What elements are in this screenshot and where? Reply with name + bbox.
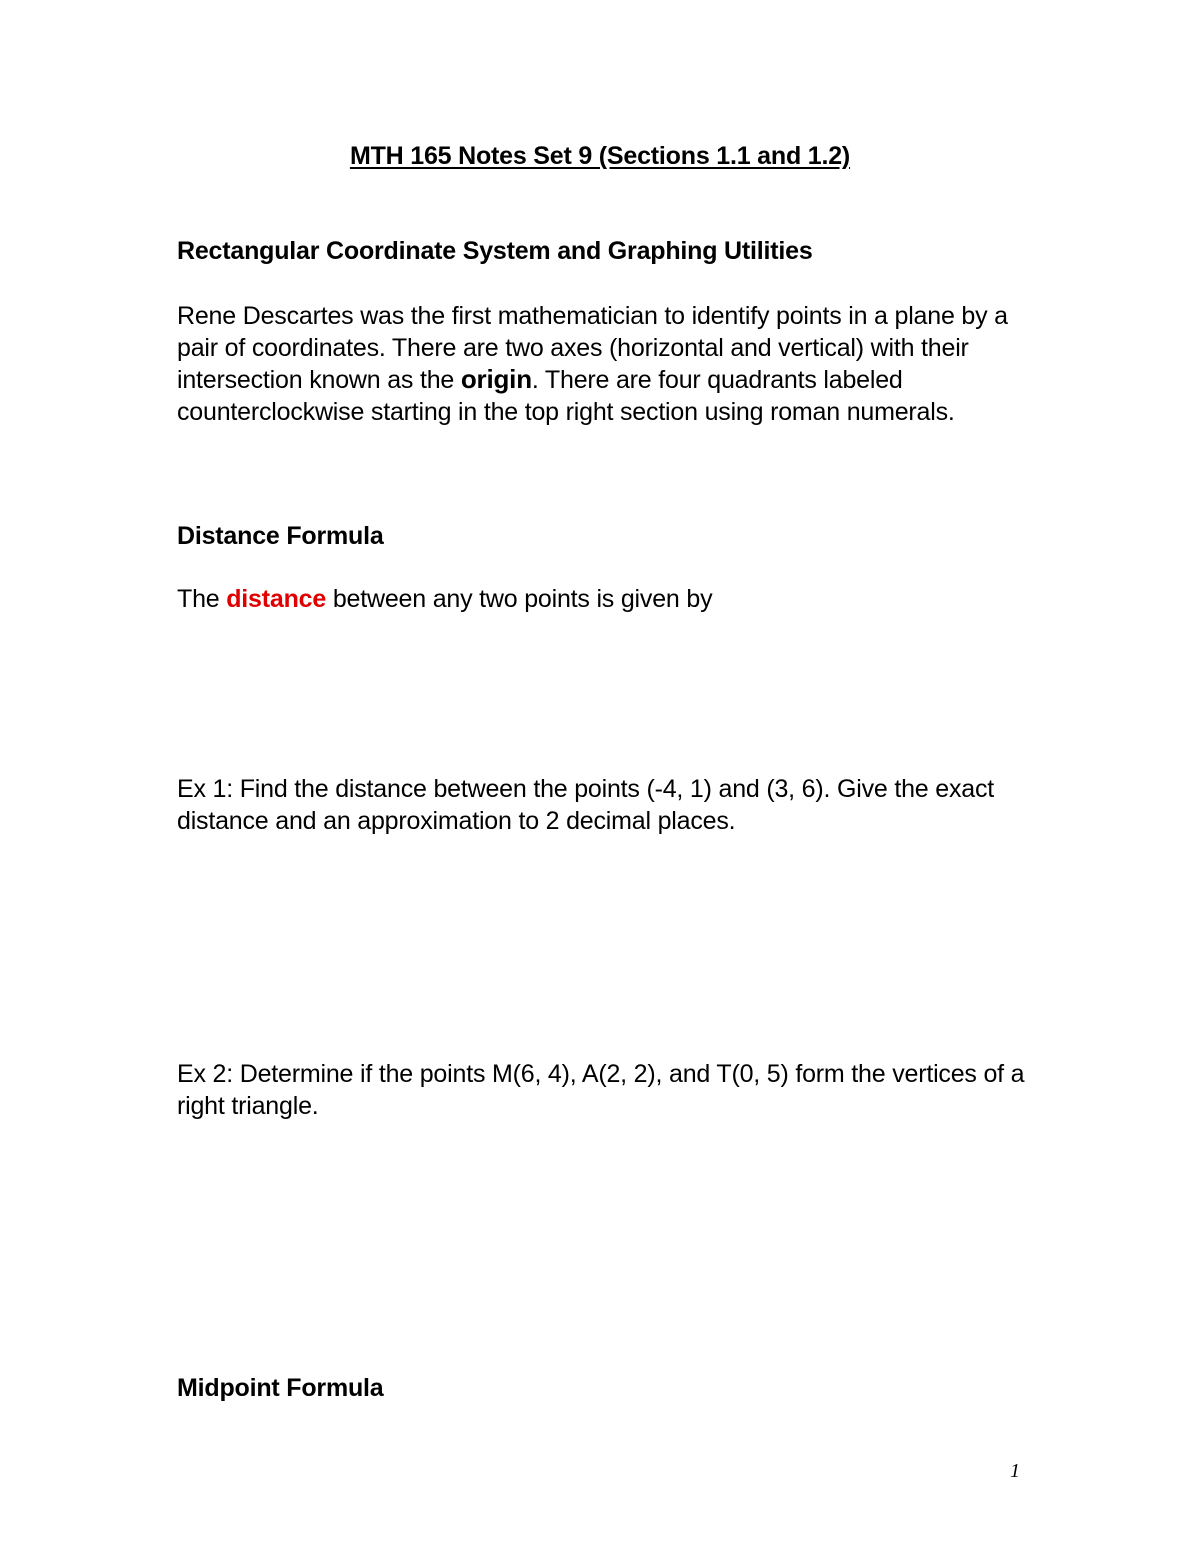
section-heading-distance: Distance Formula <box>177 522 384 550</box>
keyword-distance: distance <box>226 585 327 613</box>
example-1: Ex 1: Find the distance between the points (-4, 1) and (3, 6). Give the exact distance and an approximation to 2 decimal places. <box>177 775 994 835</box>
keyword-origin: origin <box>460 364 532 394</box>
rectangular-paragraph <box>177 301 1037 428</box>
distance-intro-text-1: The <box>177 585 227 613</box>
page-number: 1 <box>1010 1460 1020 1482</box>
distance-intro-text-2: between any two points is given by <box>326 585 713 613</box>
page-title: MTH 165 Notes Set 9 (Sections 1.1 and 1.2) <box>349 142 851 170</box>
example-2: Ex 2: Determine if the points M(6, 4), A(2, 2), and T(0, 5) form the vertices of a right triangle. <box>177 1060 1025 1120</box>
rectangular-paragraph-text-1: Rene Descartes was the first mathematician to identify points in a plane by a pair of coordinates. There are two axes (horizontal and vertical) with their intersection known as the <box>177 302 1008 394</box>
section-heading-midpoint: Midpoint Formula <box>177 1374 384 1402</box>
section-heading-rectangular: Rectangular Coordinate System and Graphing Utilities <box>177 237 813 265</box>
rectangular-paragraph-text-2: . There are four quadrants labeled counterclockwise starting in the top right section using roman numerals. <box>177 366 955 426</box>
distance-intro <box>177 584 1037 616</box>
